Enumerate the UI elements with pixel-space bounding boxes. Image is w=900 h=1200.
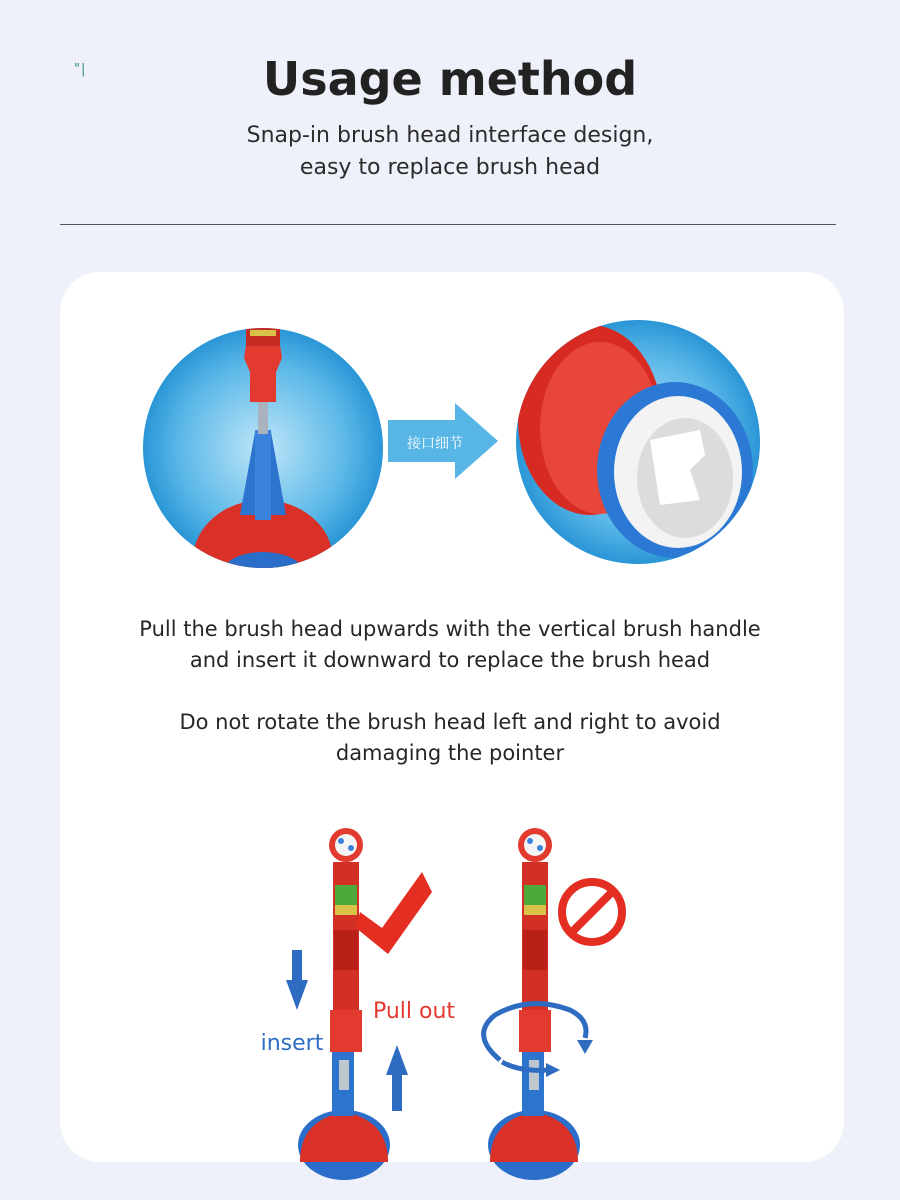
pull-out-label: Pull out (372, 999, 456, 1024)
warning-line-1: Do not rotate the brush head left and right to avoid (179, 710, 721, 734)
checkmark-icon (356, 872, 432, 954)
up-arrow-icon (386, 1045, 408, 1111)
prohibited-icon (562, 882, 622, 942)
detail-arrow-label: 接口细节 (407, 436, 463, 452)
instruction-line-1: Pull the brush head upwards with the vertical brush handle (139, 617, 761, 641)
subtitle-line-2: easy to replace brush head (299, 155, 601, 180)
down-arrow-icon (286, 950, 308, 1010)
corner-mark: "| (74, 62, 87, 77)
page-title: Usage method (262, 52, 638, 106)
warning-line-2: damaging the pointer (335, 741, 565, 765)
subtitle-line-1: Snap-in brush head interface design, (246, 123, 654, 148)
instruction-line-2: and insert it downward to replace the brush head (189, 648, 711, 672)
insert-label: insert (260, 1031, 324, 1056)
